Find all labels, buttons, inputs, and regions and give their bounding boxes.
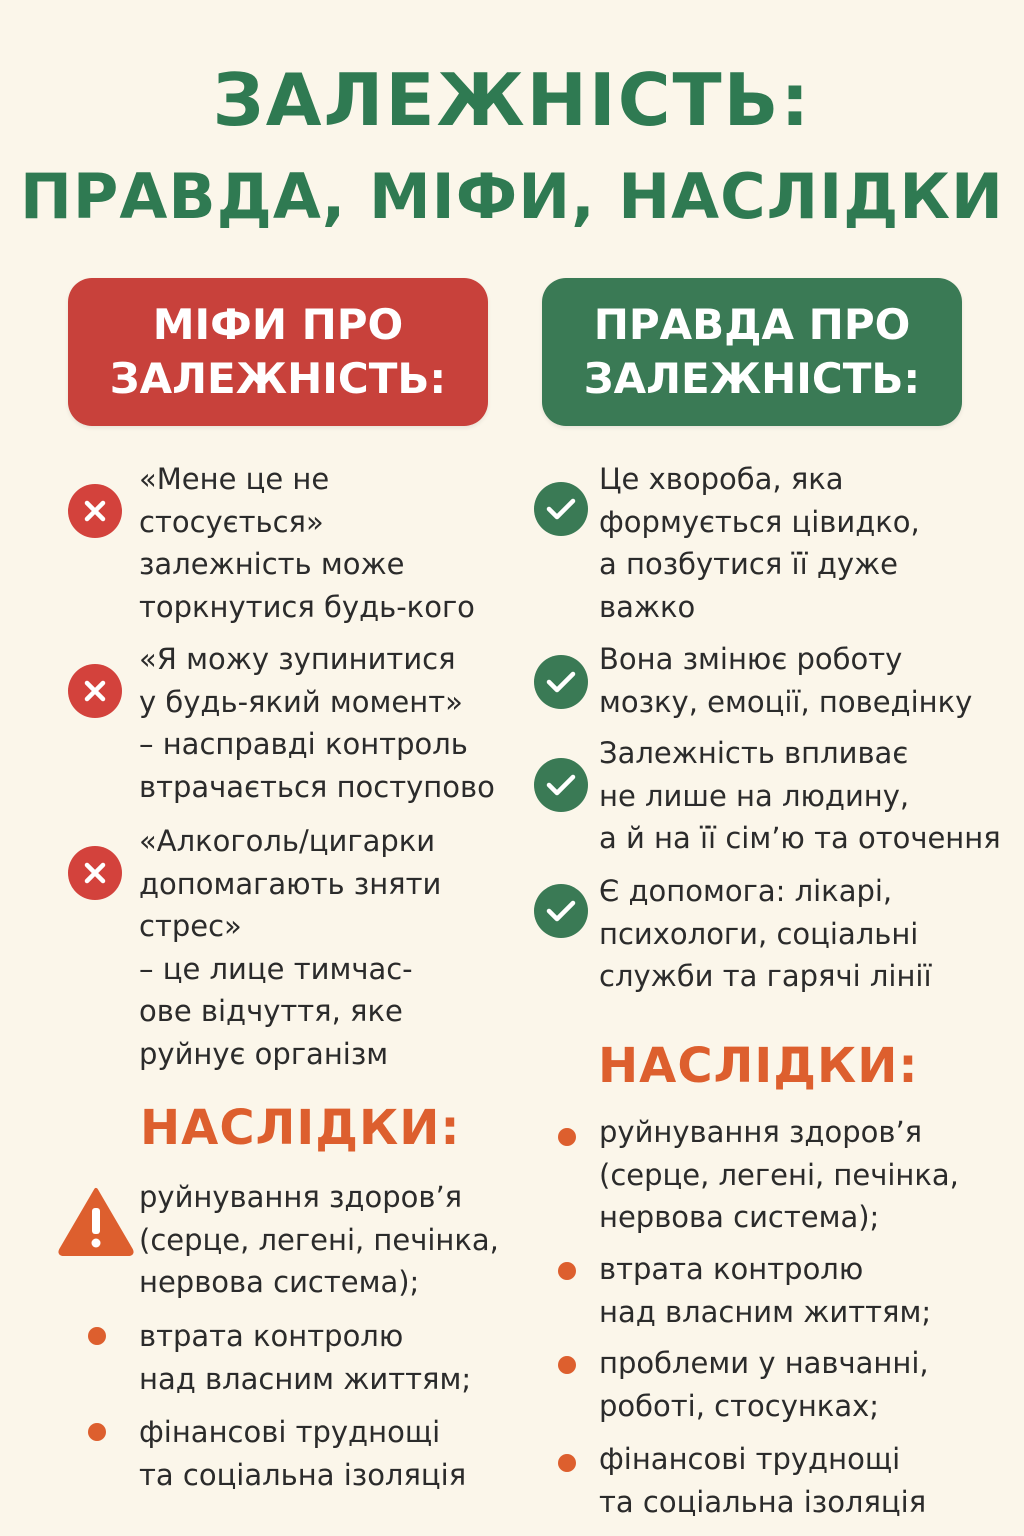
truth-item-line: мозку, емоції, поведінку <box>599 684 973 719</box>
consequence-item <box>139 1176 499 1304</box>
truth-item-line: Є допомога: лікарі, <box>599 874 893 908</box>
myth-item-line: торкнутися будь-кого <box>139 589 475 624</box>
truth-item <box>599 732 1001 860</box>
page-title: ЗАЛЕЖНІСТЬ: <box>212 58 812 142</box>
truth-header <box>542 278 962 426</box>
consequences-heading-left: НАСЛІДКИ: <box>140 1100 461 1156</box>
truth-header-line: ЗАЛЕЖНІСТЬ: <box>583 354 921 403</box>
consequence-item <box>599 1438 926 1523</box>
truth-item-line: Залежність впливає <box>599 736 909 770</box>
myth-item-line: «Я можу зупинитися <box>139 642 456 676</box>
truth-item <box>599 638 972 723</box>
myth-item-line: ове відчуття, яке <box>139 994 403 1028</box>
truth-item <box>599 458 920 628</box>
myth-item-line: «Мене це не <box>139 462 330 496</box>
consequence-item-line: (серце, легені, печінка, <box>139 1222 499 1257</box>
myths-header-line: МІФИ ПРО <box>152 300 404 349</box>
truth-item-line: служби та гарячі лінії <box>599 959 932 993</box>
check-circle-icon <box>534 655 588 709</box>
myth-item-line: – це лице тимчас- <box>139 951 413 986</box>
consequence-item-line: нервова система); <box>139 1265 420 1299</box>
consequence-item <box>599 1111 959 1239</box>
consequence-item <box>599 1248 931 1333</box>
truth-item-line: а позбутися її дуже <box>599 547 899 581</box>
consequence-item-line: руйнування здоровʼя <box>139 1180 463 1214</box>
page-subtitle: ПРАВДА, МІФИ, НАСЛІДКИ <box>20 160 1004 233</box>
consequence-item-line: над власним життям; <box>599 1294 932 1329</box>
myth-item-line: стосується» <box>139 504 324 539</box>
truth-header-line: ПРАВДА ПРО <box>593 300 911 349</box>
myths-header <box>68 278 488 426</box>
truth-item-line: а й на її сімʼю та оточення <box>599 821 1001 855</box>
truth-item <box>599 870 932 998</box>
truth-item-line: Це хвороба, яка <box>599 462 844 496</box>
bullet-dot-icon <box>88 1327 106 1345</box>
consequence-item-line: та соціальна ізоляція <box>139 1457 467 1492</box>
check-circle-icon <box>534 884 588 938</box>
truth-item-line: важко <box>599 589 696 624</box>
truth-item-line: формується цівидко, <box>599 504 920 539</box>
consequence-item-line: роботі, стосунках; <box>599 1388 880 1423</box>
consequence-item <box>599 1342 929 1427</box>
consequence-item-line: над власним життям; <box>139 1361 472 1396</box>
myth-item-line: – насправді контроль <box>139 727 468 761</box>
myth-item-line: «Алкоголь/цигарки <box>139 824 436 858</box>
myth-item-line: втрачається поступово <box>139 769 495 804</box>
warning-triangle-icon <box>58 1186 134 1260</box>
consequence-item-line: (серце, легені, печінка, <box>599 1157 959 1192</box>
myth-item <box>139 820 441 1075</box>
truth-item-line: психологи, соціальні <box>599 916 919 951</box>
myth-item-line: руйнує організм <box>139 1036 389 1071</box>
bullet-dot-icon <box>558 1128 576 1146</box>
consequence-item <box>139 1411 466 1496</box>
myth-item <box>139 458 475 628</box>
truth-item-line: не лише на людину, <box>599 778 910 813</box>
myth-item-line: у будь-який момент» <box>139 684 463 719</box>
consequence-item-line: нервова система); <box>599 1200 880 1234</box>
myths-header-line: ЗАЛЕЖНІСТЬ: <box>109 354 447 403</box>
consequence-item <box>139 1315 471 1400</box>
check-circle-icon <box>534 758 588 812</box>
myth-item-line: допомагають зняти <box>139 866 442 901</box>
consequence-item-line: та соціальна ізоляція <box>599 1484 927 1519</box>
myth-item-line: стрес» <box>139 909 242 943</box>
bullet-dot-icon <box>558 1262 576 1280</box>
bullet-dot-icon <box>88 1423 106 1441</box>
x-circle-icon <box>68 846 122 900</box>
consequence-item-line: проблеми у навчанні, <box>599 1346 929 1380</box>
x-circle-icon <box>68 484 122 538</box>
myth-item-line: залежність може <box>139 547 405 581</box>
check-circle-icon <box>534 482 588 536</box>
consequence-item-line: втрата контролю <box>139 1319 404 1353</box>
consequence-item-line: руйнування здоровʼя <box>599 1115 923 1149</box>
consequence-item-line: фінансові труднощі <box>599 1442 901 1476</box>
bullet-dot-icon <box>558 1356 576 1374</box>
bullet-dot-icon <box>558 1454 576 1472</box>
myth-item <box>139 638 495 808</box>
consequence-item-line: фінансові труднощі <box>139 1415 441 1449</box>
truth-item-line: Вона змінює роботу <box>599 642 903 676</box>
x-circle-icon <box>68 664 122 718</box>
consequence-item-line: втрата контролю <box>599 1252 864 1286</box>
consequences-heading-right: НАСЛІДКИ: <box>598 1038 919 1094</box>
